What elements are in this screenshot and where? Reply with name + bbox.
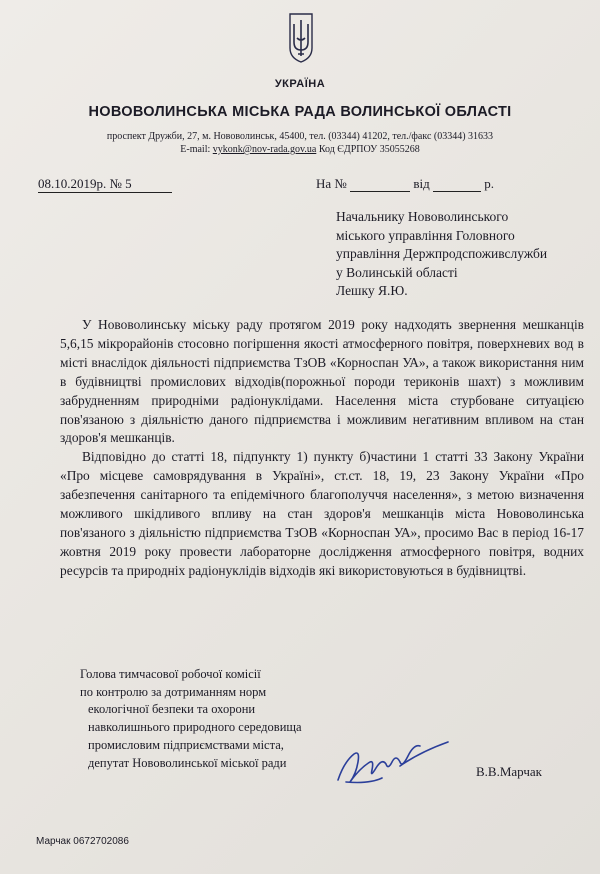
addressee-line: Лешку Я.Ю. <box>336 283 408 298</box>
addressee-line: міського управління Головного <box>336 227 515 243</box>
signatory-line: навколишнього природного середовища <box>88 720 302 735</box>
signatory-line: промисловим підприємствами міста, <box>88 737 284 752</box>
addressee-line: у Волинській області <box>336 264 458 280</box>
ref-number-blank <box>350 179 410 192</box>
body-paragraph-1: У Нововолинську міську раду протягом 2019 року надходять звернення мешканців 5,6,15 мікрорайонів стосовно погіршення якості атмосферного повітря, поверхневих вод в місті внаслідок діяльності підприємства ТзОВ «Корноспан УА», а також використання ним в будівництві промислових відходів(порожньої породи териконів шахт) з можливим забрудненням природніми радіонуклідами. Населення міста стурбоване ситуацією пов'язаною з діяльністю даного підприємства і можливим негативним впливом на стан здоров'я мешканців. <box>60 317 584 446</box>
handwritten-signature <box>330 732 460 792</box>
date-number: 08.10.2019р. № 5 <box>38 176 132 191</box>
email-prefix: E-mail: <box>180 144 213 155</box>
ref-date-blank <box>433 179 481 192</box>
signatory-line: екологічної безпеки та охорони <box>88 702 256 717</box>
edrpou-code: Код ЄДРПОУ 35055268 <box>316 144 420 155</box>
trident-emblem-icon <box>288 12 314 64</box>
contact-line <box>0 144 600 155</box>
country-name: УКРАЇНА <box>274 78 326 90</box>
incoming-reference <box>316 176 494 192</box>
body-paragraph-2: Відповідно до статті 18, підпункту 1) пункту б)частини 1 статті 33 Закону України «Про місцеве самоврядування в Україні», ст.ст. 18, 19, 23 Закону України «Про забезпечення санітарного та епідемічного благополуччя населення», з метою визначення можливого шкідливого впливу на стан здоров'я мешканців міста Нововолинська пов'язаного з діяльністю підприємства ТзОВ «Корноспан УА», просимо Вас в період 16-17 жовтня 2019 року провести лабораторне дослідження атмосферного повітря, водних ресурсів та природніх радіонуклідів відходів які використовуються в будівництві. <box>60 449 584 578</box>
contact-phone: Марчак 0672702086 <box>36 836 129 847</box>
addressee-line: управління Держпродспоживслужби <box>336 246 548 261</box>
council-address: проспект Дружби, 27, м. Нововолинськ, 45400, тел. (03344) 41202, тел./факс (03344) 31633 <box>106 131 494 142</box>
addressee-block <box>336 208 547 301</box>
date-number-blank <box>132 178 172 193</box>
signatory-title <box>80 666 302 772</box>
addressee-line: Начальнику Нововолинського <box>336 209 509 224</box>
ref-from: від <box>413 176 430 191</box>
signatory-name: В.В.Марчак <box>476 764 542 779</box>
signatory-line: по контролю за дотриманням норм <box>80 684 267 699</box>
email-link[interactable]: vykonk@nov-rada.gov.ua <box>212 144 317 155</box>
ref-prefix: На № <box>316 176 347 191</box>
letter-body <box>60 316 584 581</box>
council-name: НОВОВОЛИНСЬКА МІСЬКА РАДА ВОЛИНСЬКОЇ ОБЛАСТІ <box>88 104 512 120</box>
ref-suffix: р. <box>484 176 494 191</box>
signatory-line: депутат Нововолинської міської ради <box>88 755 287 770</box>
outgoing-date-number <box>38 176 172 193</box>
signatory-line: Голова тимчасової робочої комісії <box>80 667 261 681</box>
